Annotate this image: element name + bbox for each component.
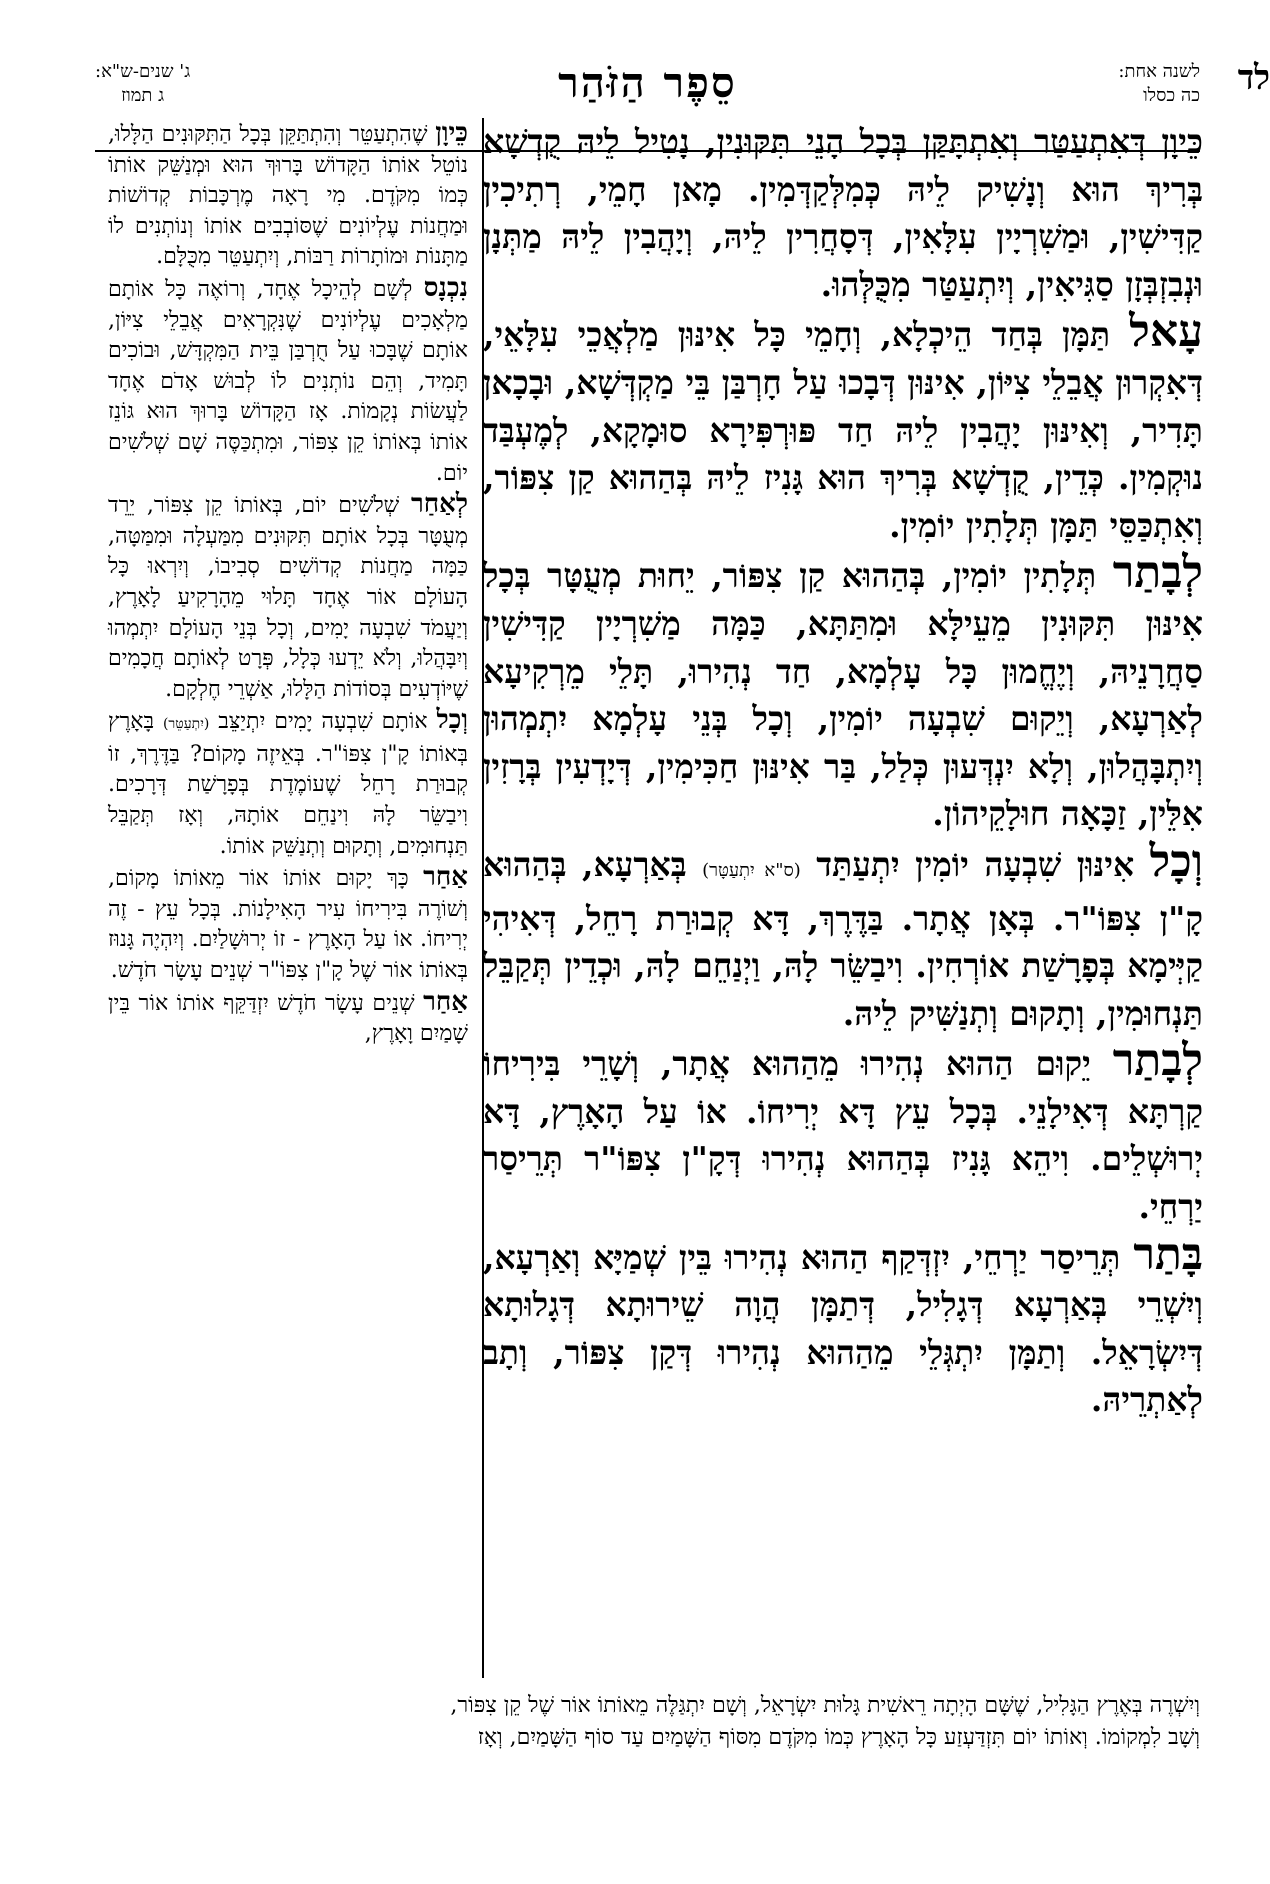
paragraph-opener: בָּתַר bbox=[1133, 1228, 1203, 1280]
book-title: סֵפֶר הַזֹּהַר bbox=[558, 58, 737, 107]
translation-paragraph-5 bbox=[108, 862, 468, 986]
main-paragraph-5 bbox=[483, 1037, 1203, 1230]
paragraph-opener: וְכָל bbox=[1149, 835, 1203, 887]
paragraph-text: כָּךְ יָקוּם אוֹתוֹ אוֹר מֵאוֹתוֹ מָקוֹם, וְשׁוֹרֶה בִּירִיחוֹ עִיר הָאִילָנוֹת. בְּכָל עֵץ - זֶה יְרִיחוֹ. אוֹ עַל הָאָרֶץ - זוֹ יְרוּשָׁלַיִם. וְיִהְיֶה גָּנוּז בְּאוֹתוֹ אוֹר שֶׁל קָ"ן צִפּוֹ"ר שְׁנֵים עָשָׂר חֹדֶשׁ. bbox=[108, 866, 468, 984]
paragraph-opener: אַחַר bbox=[423, 862, 468, 893]
paragraph-text: בָּאָרֶץ בְּאוֹתוֹ קָ"ן צִפּוֹ"ר. בְּאֵיזֶה מָקוֹם? בַּדֶּרֶךְ, זוֹ קְבוּרַת רָחֵל שֶׁעוֹמֶדֶת בְּפָרָשַׁת דְּרָכִים. וִיבַשֵּׂר לָהּ וִינַחֵם אוֹתָהּ, וְאָז תְּקַבֵּל תַּנְחוּמִים, וְתָקוּם וְתְנַשֵּׁק אוֹתוֹ. bbox=[108, 709, 468, 859]
paragraph-opener: עָאל bbox=[1129, 306, 1203, 358]
paragraph-opener: כֵּיוָן bbox=[435, 118, 468, 148]
paragraph-opener: אַחַר bbox=[423, 986, 468, 1017]
main-paragraph-2 bbox=[483, 308, 1203, 549]
paragraph-opener: לְבָתַר bbox=[1112, 1035, 1203, 1087]
column-divider bbox=[482, 118, 484, 1678]
translation-paragraph-1 bbox=[108, 118, 468, 273]
variant-reading-note: (ס"א יִתְעַטָּר) bbox=[702, 859, 801, 881]
main-paragraph-3 bbox=[483, 549, 1203, 838]
variant-reading-note: (יִתְעַטֵּר) bbox=[162, 716, 210, 733]
paragraph-text: תְּרֵיסַר יַרְחֵי, יִזְדְּקַף הַהוּא נְהִירוּ בֵּין שְׁמַיָּא וְאַרְעָא, וְיִשְׁרֵי בְּאַרְעָא דְּגָלִיל, דְּתַמָּן הֲוָה שֵׁירוּתָא דְּגָלוּתָא דְּיִשְׂרָאֵל. וְתַמָּן יִתְגְּלֵי מֵהַהוּא נְהִירוּ דְּקַן צִפּוֹר, וְתָב לְאַתְרֵיהּ. bbox=[483, 1237, 1203, 1420]
header-left-line1: ג' שנים-ש"א: bbox=[95, 61, 191, 82]
continuation-line-1: וְיִשְׁרֶה בְּאֶרֶץ הַגָּלִיל, שֶׁשָּׁם הָיְתָה רֵאשִׁית גָּלוּת יִשְׂרָאֵל, וְשָׁם יִתְגַּלֶּה מֵאוֹתוֹ אוֹר שֶׁל קֵן צִפּוֹר, bbox=[450, 1693, 1200, 1718]
paragraph-text: תַּמָּן בְּחַד הֵיכְלָא, וְחָמֵי כָּל אִינּוּן מַלְאֲכֵי עִלָּאֵי, דְּאִקְרוּן אֲבֵלֵי צִיּוֹן, אִינּוּן דְּבָכוּ עַל חָרְבַּן בֵּי מַקְדְּשָׁא, וּבָכָאן תָּדִיר, וְאִינּוּן יָהֲבִין לֵיהּ חַד פּוּרְפִּירָא סוּמָקָא, לְמֶעְבַּד נוּקְמִין. כְּדֵין, קֻדְשָׁא בְּרִיךְ הוּא גָּנִיז לֵיהּ בְּהַהוּא קַן צִפּוֹר, וְאִתְכַּסֵּי תַּמָּן תְּלָתִין יוֹמִין. bbox=[483, 315, 1203, 545]
paragraph-text: לְשָׁם לְהֵיכָל אֶחָד, וְרוֹאֶה כָּל אוֹתָם מַלְאָכִים עֶלְיוֹנִים שֶׁנִּקְרָאִים אֲבֵלֵי צִיּוֹן, אוֹתָם שֶׁבָּכוּ עַל חֻרְבַּן בֵּית הַמִּקְדָּשׁ, וּבוֹכִים תָּמִיד, וְהֵם נוֹתְנִים לוֹ לְבוּשׁ אָדֹם אֶחָד לַעֲשׂוֹת נְקָמוֹת. אָז הַקָּדוֹשׁ בָּרוּךְ הוּא גּוֹנֵז אוֹתוֹ בְּאוֹתוֹ קֵן צִפּוֹר, וּמִתְכַּסֶּה שָׁם שְׁלֹשִׁים יוֹם. bbox=[108, 276, 468, 486]
paragraph-text: יֵקוּם הַהוּא נְהִירוּ מֵהַהוּא אֲתָר, וְשָׁרֵי בִּירִיחוֹ קַרְתָּא דְּאִילָנֵי. בְּכָל עֵץ דָּא יְרִיחוֹ. אוֹ עַל הָאָרֶץ, דָּא יְרוּשְׁלֵים. וִיהֵא גָּנִיז בְּהַהוּא נְהִירוּ דְּקָ"ן צִפּוֹ"ר תְּרֵיסַר יַרְחֵי. bbox=[483, 1044, 1203, 1227]
paragraph-text: שֶׁהִתְעַטֵּר וְהִתְתַּקֵּן בְּכָל הַתִּקּוּנִים הַלָּלוּ, נוֹטֵל אוֹתוֹ הַקָּדוֹשׁ בָּרוּךְ הוּא וּמְנַשֵּׁק אוֹתוֹ כְּמוֹ מִקֹּדֶם. מִי רָאָה מֶרְכָּבוֹת קְדוֹשׁוֹת וּמַחֲנוֹת עֶלְיוֹנִים שֶׁסּוֹבְבִים אוֹתוֹ וְנוֹתְנִים לוֹ מַתָּנוֹת וּמוֹתָרוֹת רַבּוֹת, וְיִתְעַטֵּר מִכֻּלָּם. bbox=[108, 122, 468, 270]
aramaic-main-text bbox=[483, 118, 1203, 1678]
paragraph-text: תְּלָתִין יוֹמִין, בְּהַהוּא קַן צִפּוֹר, יֵחוּת מְעֻטָּר בְּכָל אִינּוּן תִּקּוּנִין מֵעֵילָּא וּמִתַּתָּא, כַּמָּה מַשִׁרְיָין קַדִּישִׁין סַחֲרָנֵיהּ, וְיֶחֱמוּן כָּל עָלְמָא, חַד נְהִירוּ, תָּלֵי מֵרְקִיעָא לְאַרְעָא, וְיֵקוּם שִׁבְעָה יוֹמִין, וְכָל בְּנֵי עָלְמָא יִתְמְהוּן וְיִתְבָּהֲלוּן, וְלָא יִנְדְּעוּן כְּלַל, בַּר אִינּוּן חַכִּימִין, דְּיָדְעִין בְּרָזִין אִלֵּין, זַכָּאָה חוּלָקֵיהוֹן. bbox=[483, 556, 1203, 834]
continuation-line-2: וְשָׁב לִמְקוֹמוֹ. וְאוֹתוֹ יוֹם תִּזְדַּעְזַע כָּל הָאָרֶץ כְּמוֹ מִקֹּדֶם מִסּוֹף הַשָּׁמַיִם עַד סוֹף הַשָּׁמַיִם, וְאָז bbox=[477, 1725, 1200, 1750]
header-left-schedule bbox=[95, 60, 190, 108]
paragraph-opener: לְבָתַר bbox=[1112, 547, 1203, 599]
header-left-line2: ג תמוז bbox=[121, 85, 165, 106]
translation-paragraph-4 bbox=[108, 705, 468, 862]
main-paragraph-1: כֵּיוָן דְּאִתְעַטַּר וְאִתְתָּקַּן בְּכָל הָנֵי תִּקּוּנִין, נָטִיל לֵיהּ קֻדְשָׁא בְּרִיךְ הוּא וְנָשִׁיק לֵיהּ כְּמִלְּקַדְּמִין. מָאן חָמֵי, רְתִיכִין קַדִּישִׁין, וּמַשִׁרְיָין עִלָּאִין, דְּסָחֲרִין לֵיהּ, וְיָהֲבִין לֵיהּ מַתְּנָן וּנְבִזְבְּזָן סַגִּיאִין, וְיִתְעַטַּר מִכֻּלְּהוּ. bbox=[483, 122, 1203, 304]
paragraph-opener: לְאַחַר bbox=[410, 489, 468, 520]
translation-paragraph-6 bbox=[108, 987, 468, 1050]
paragraph-text: שְׁנֵים עָשָׂר חֹדֶשׁ יִזְדַּקֵּף אוֹתוֹ אוֹר בֵּין שָׁמַיִם וָאָרֶץ, bbox=[108, 990, 468, 1047]
paragraph-opener: וְכָל bbox=[436, 705, 468, 736]
paragraph-text: אִינּוּן שִׁבְעָה יוֹמִין יִתְעַתַּד bbox=[800, 844, 1150, 884]
translation-continuation bbox=[95, 1690, 1200, 1754]
header-right-line2: כה כסלו bbox=[1143, 85, 1200, 106]
hebrew-translation-column bbox=[108, 118, 468, 1678]
paragraph-text: שְׁלֹשִׁים יוֹם, בְּאוֹתוֹ קֵן צִפּוֹר, יֵרֵד מְעֻטָּר בְּכָל אוֹתָם תִּקּוּנִים מִמַּעְלָה וּמִמַּטָּה, כַּמָּה מַחֲנוֹת קְדוֹשִׁים סְבִיבוֹ, וְיִרְאוּ כָּל הָעוֹלָם אוֹר אֶחָד תָּלוּי מֵהָרָקִיעַ לָאָרֶץ, וְיַעֲמֹד שִׁבְעָה יָמִים, וְכָל בְּנֵי הָעוֹלָם יִתְמְהוּ וְיִבָּהֲלוּ, וְלֹא יֵדְעוּ כְּלָל, פְּרָט לְאוֹתָם חֲכָמִים שֶׁיּוֹדְעִים בְּסוֹדוֹת הַלָּלוּ, אַשְׁרֵי חֶלְקָם. bbox=[108, 493, 468, 702]
translation-paragraph-3 bbox=[108, 489, 468, 705]
paragraph-text: אוֹתָם שִׁבְעָה יָמִים יִתְיַצֵּב bbox=[209, 709, 437, 735]
paragraph-opener: נִכְנָס bbox=[423, 272, 468, 303]
translation-paragraph-2 bbox=[108, 273, 468, 489]
main-paragraph-4 bbox=[483, 835, 1203, 1037]
header-right-line1: לשנה אחת: bbox=[1118, 61, 1200, 82]
page-header bbox=[95, 40, 1270, 110]
paragraph-text: בְּאַרְעָא, בְּהַהוּא קָ"ן צִפּוֹ"ר. בְּאָן אֲתָר. בַּדֶּרֶךְ, דָּא קְבוּרַת רָחֵל, דְּאִיהִי קַיְּימָא בְּפָרָשַׁת אוֹרְחִין. וִיבַשֵּׂר לָהּ, וַיְנַחֵם לָהּ, וּכְדֵין תְּקַבֵּל תַּנְחוּמִין, וְתָקוּם וְתְנַשִּׁיק לֵיהּ. bbox=[483, 844, 1203, 1033]
main-paragraph-6 bbox=[483, 1228, 1203, 1424]
page-number: לד bbox=[1237, 58, 1270, 98]
